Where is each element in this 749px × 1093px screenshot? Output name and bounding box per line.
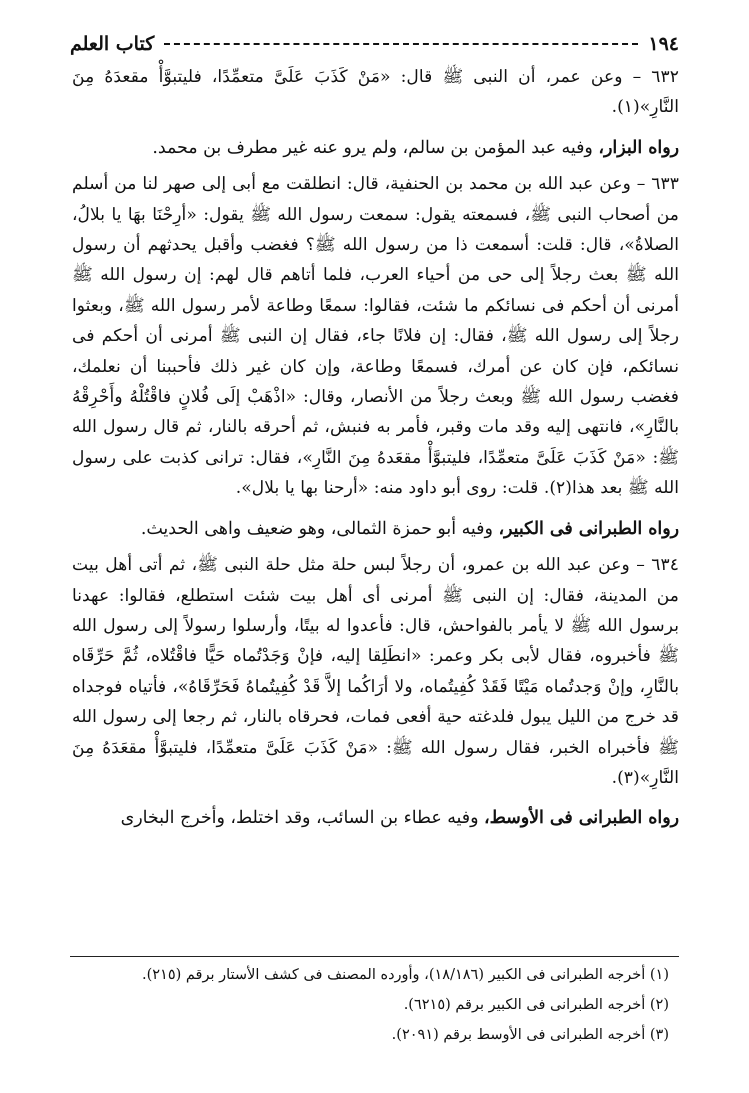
footnote-2: (٢) أخرجه الطبرانى فى الكبير برقم (٦٢١٥). [403, 997, 669, 1013]
header-rule [164, 43, 638, 45]
chapter-title: كتاب العلم [70, 33, 155, 55]
source-632-bold: رواه البزار، [598, 137, 679, 158]
page-header [70, 30, 679, 58]
source-634-bold: رواه الطبرانى فى الأوسط، [484, 808, 679, 829]
source-634-rest: وفيه عطاء بن السائب، وقد اختلط، وأخرج البخارى [120, 808, 485, 829]
source-633 [72, 514, 679, 544]
footnote-3: (٣) أخرجه الطبرانى فى الأوسط برقم (٢٠٩١). [391, 1027, 669, 1043]
footnotes [72, 960, 669, 1050]
page-body [72, 62, 679, 840]
source-633-bold: رواه الطبرانى فى الكبير، [498, 518, 679, 539]
hadith-632: ٦٣٢ – وعن عمر، أن النبى ﷺ قال: «مَنْ كَذَبَ عَلَىَّ متعمِّدًا، فليتبوَّأْ مقعدَهُ مِنَ النَّارِ»(١). [72, 67, 679, 118]
footnote-1: (١) أخرجه الطبرانى فى الكبير (١٨/١٨٦)، وأورده المصنف فى كشف الأستار برقم (٢١٥). [141, 967, 669, 983]
hadith-633: ٦٣٣ – وعن عبد الله بن محمد بن الحنفية، قال: انطلقت مع أبى إلى صهر لنا من أسلم من أصحاب النبى ﷺ، فسمعته يقول: سمعت رسول الله ﷺ يقول: «أرِحْنَا بهَا يا بلالُ، الصلاةُ»، قال: قلت: أسمعت ذا من رسول الله ﷺ؟ فغضب وأقبل يحدثهم أن رسول الله ﷺ بعث رجلاً إلى حى من أحياء العرب، فلما أتاهم قال لهم: إن رسول الله ﷺ أمرنى أن أحكم فى نسائكم ما شئت، فقالوا: سمعًا وطاعة لأمر رسول الله ﷺ، وبعثوا رجلاً إلى رسول الله ﷺ، فقال: إن فلانًا جاء، فقال إن النبى ﷺ أمرنى أن أحكم فى نسائكم، فإن كان عن أمرك، فسمعًا وطاعة، وإن كان غير ذلك فأحببنا أن نعلمك، فغضب رسول الله ﷺ وبعث رجلاً من الأنصار، وقال: «اذْهَبْ إلَى فُلانٍ فاقْتُلْهُ وأَحْرِقْهُ بالنَّارِ»، فانتهى إليه وقد مات وقبر، فأمر به فنبش، ثم أحرقه بالنار، ثم قال رسول الله ﷺ: «مَنْ كَذَبَ عَلَىَّ متعمِّدًا، فليتبوَّأْ مقعَدهُ مِنَ النَّارِ»، فقال: ترانى كذبت على رسول الله ﷺ بعد هذا(٢). قلت: روى أبو داود منه: «أرحنا بها يا بلال». [72, 174, 679, 499]
hadith-634: ٦٣٤ – وعن عبد الله بن عمرو، أن رجلاً لبس حلة مثل حلة النبى ﷺ، ثم أتى أهل بيت من المدينة، فقال: إن النبى ﷺ أمرنى أى أهل بيت شئت استطلع، فقالوا: عهدنا برسول الله ﷺ لا يأمر بالفواحش، قال: فأعدوا له بيتًا، وأرسلوا رسولاً إلى رسول الله ﷺ فأخبروه، فقال لأبى بكر وعمر: «انطَلِقا إليه، فإنْ وَجَدْتُماه حَيًّا فاقْتُلاه، ثُمَّ حَرِّقَاه بالنَّارِ، وإنْ وَجدتُماه مَيْتًا فَقَدْ كُفِيتُماه، ولا أرَاكُما إلاَّ قَدْ كُفِيتُماهُ فَحَرِّقَاهُ»، فأتياه فوجداه قد خرج من الليل يبول فلدغته حية أفعى فمات، فحرقاه بالنار، ثم رجعا إلى رسول الله ﷺ فأخبراه الخبر، فقال رسول الله ﷺ: «مَنْ كَذَبَ عَلَىَّ متعمِّدًا، فليتبوَّأْ مقعَدَهُ مِنَ النَّارِ»(٣). [72, 555, 679, 788]
source-633-rest: وفيه أبو حمزة الثمالى، وهو ضعيف واهى الحديث. [140, 518, 499, 539]
source-632-rest: وفيه عبد المؤمن بن سالم، ولم يرو عنه غير مطرف بن محمد. [152, 137, 599, 158]
footnote-divider [70, 956, 679, 957]
source-634 [72, 803, 679, 833]
source-632 [72, 133, 679, 163]
page-number: ١٩٤ [648, 33, 679, 55]
